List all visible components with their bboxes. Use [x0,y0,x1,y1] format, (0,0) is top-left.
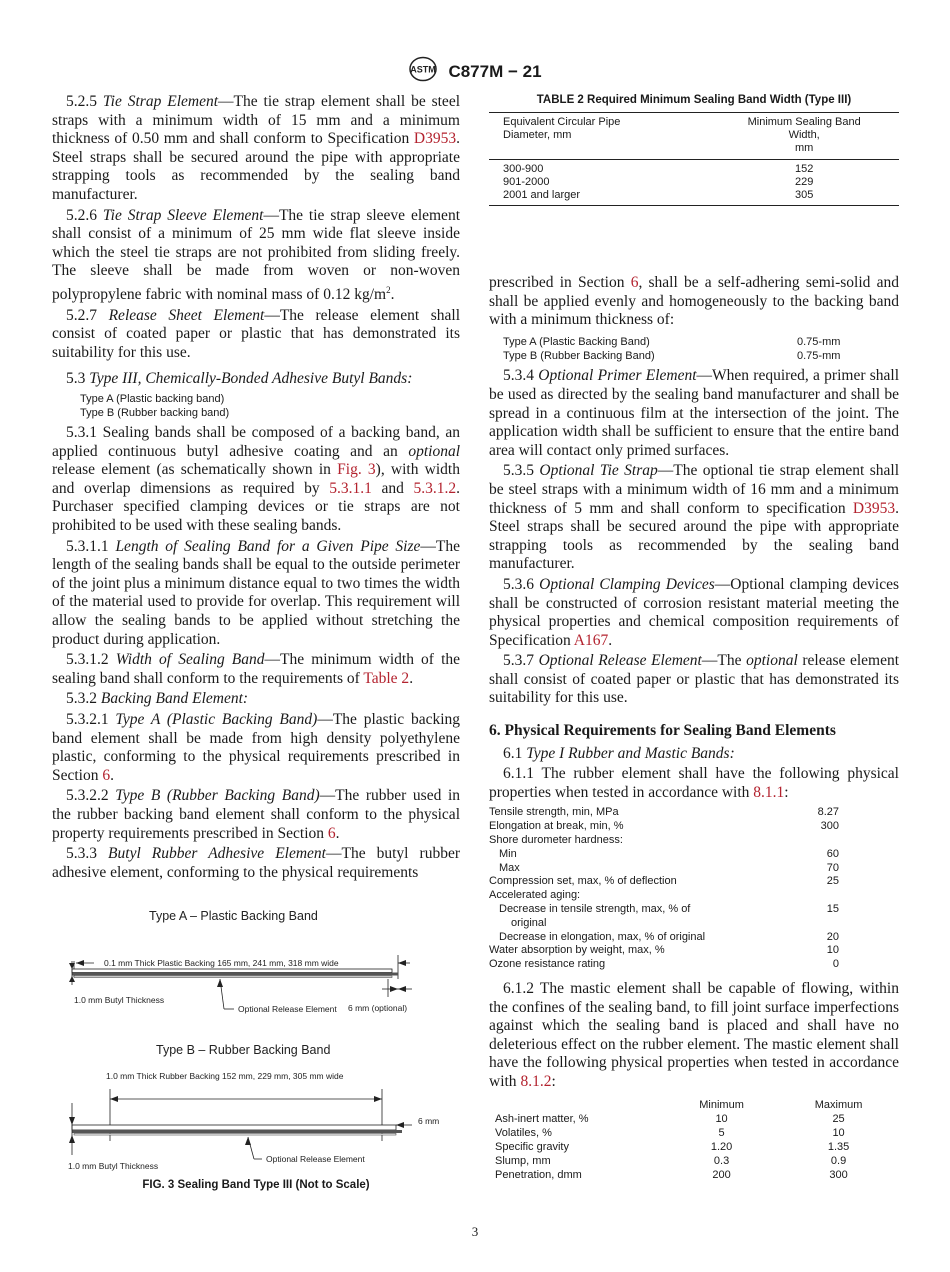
mastic-max: 25 [832,1112,845,1125]
table-row [489,1112,899,1126]
paragraph-5-3-4: 5.3.4 Optional Primer Element—When required, a primer shall be used as directed by the sealing band manufacturer and shall be spread in a continuous film at the intersection of the joint. The application width shall be sufficient to ensure that the entire band area will contact only primed surfaces. [489,367,900,459]
mastic-label: Specific gravity [495,1140,569,1153]
paragraph-6-1-1: 6.1.1 The rubber element shall have the following physical properties when tested in accordance with 8.1.1: [489,765,899,801]
property-label: Min [499,847,517,860]
section-6-heading: 6. Physical Requirements for Sealing Band Elements [489,722,836,740]
table-row [489,931,899,945]
mastic-properties-table [489,1098,899,1182]
type-a-release-label: Optional Release Element [238,1004,337,1014]
paragraph-5-2-6: 5.2.6 Tie Strap Sleeve Element—The tie strap sleeve element shall consist of a minimum of 25 mm wide flat sleeve inside which the steel tie straps are not prohibited from sliding freely. The sleeve shall be made from woven or non-woven polypropylene fabric with nominal mass of 0.12 $kg/m^2$. [52,206,460,304]
property-label: Elongation at break, min, % [489,820,624,833]
property-value: 300 [820,820,839,833]
mastic-max: 1.35 [827,1140,850,1153]
mastic-label: Penetration, dmm [495,1168,582,1181]
property-label: original [511,916,547,929]
page-number: 3 [471,1224,479,1239]
property-label: Tensile strength, min, MPa [489,806,619,819]
type-b-6mm-label: 6 mm [418,1116,440,1126]
mastic-min: 5 [718,1126,725,1139]
paragraph-5-2-7: 5.2.7 Release Sheet Element—The release element shall consist of coated paper or plastic that has demonstrated its suitability for this use. [52,306,461,361]
link-5-3-1-2[interactable]: 5.3.1.2 [413,479,457,497]
link-5-3-1-1[interactable]: 5.3.1.1 [329,479,372,497]
figure-3 [52,905,460,1180]
property-value: 60 [826,847,839,860]
table-row [489,958,899,972]
table-2-grid [489,112,899,206]
property-label: Max [499,861,520,874]
link-fig-3[interactable]: Fig. 3 [337,461,376,479]
rubber-properties-table [489,806,899,972]
table-row [489,862,899,876]
type-a-title: Type A – Plastic Backing Band [149,909,318,923]
page-header [0,56,950,87]
right-column [489,274,899,1182]
type-list: Type A (Plastic backing band) Type B (Rubber backing band) [80,393,230,419]
table-row [489,903,899,917]
paragraph-5-2-5: 5.2.5 Tie Strap Element—The tie strap element shall be steel straps with a minimum width of 15 mm and a minimum thickness of 0.50 mm and shall conform to Specification D3953. Steel straps shall be secured around the pipe with appropriate strapping tools as recommended by the sealing band manufacturer. [52,93,461,203]
svg-text:ASTM: ASTM [410,64,437,75]
table-2-header-diameter: Equivalent Circular Pipe Diameter, mm [489,113,709,160]
paragraph-6-1-2: 6.1.2 The mastic element shall be capable of flowing, within the confines of the sealing band, to fill joint surface imperfections against which the sealing band is placed and shall have no deleterious effect on the rubber element. The mastic element shall have the following physical properties when tested in accordance with 8.1.2: [489,980,899,1090]
table-row [489,834,899,848]
table-row [489,820,899,834]
table-row [489,806,899,820]
property-value [769,889,899,903]
property-value: 10 [826,944,839,957]
property-label: Decrease in elongation, max, % of original [499,930,706,943]
mastic-min: 1.20 [710,1140,733,1153]
type-a-overlap-label: 6 mm (optional) [348,1003,408,1013]
mastic-max: 10 [832,1126,845,1139]
table-2-caption: TABLE 2 Required Minimum Sealing Band Width (Type III) [536,94,852,106]
figure-3-diagram [52,905,460,1175]
type-b-title: Type B – Rubber Backing Band [156,1043,331,1057]
paragraph-5-3-3-continued: prescribed in Section 6, shall be a self-adhering semi-solid and shall be applied evenly and homogeneously to the backing band with a minimum thickness of: [489,274,899,329]
mastic-label: Ash-inert matter, % [495,1112,589,1125]
type-b-backing-label: 1.0 mm Thick Rubber Backing 152 mm, 229 mm, 305 mm wide [106,1071,344,1081]
mastic-header-min: Minimum [699,1098,744,1111]
property-label: Accelerated aging: [489,889,581,902]
paragraph-5-3-2-1: 5.3.2.1 Type A (Plastic Backing Band)—The plastic backing band element shall be made from high density polyethylene plastic, conforming to the physical requirements prescribed in Section 6. [52,710,461,784]
table-2 [489,94,899,206]
link-section-6[interactable]: 6 [327,824,336,842]
table-row [489,1168,899,1182]
paragraph-5-3-2-2: 5.3.2.2 Type B (Rubber Backing Band)—The rubber used in the rubber backing band element shall conform to the physical property requirements prescribed in Section 6. [52,787,460,842]
figure-3-caption: FIG. 3 Sealing Band Type III (Not to Scale) [142,1179,370,1191]
type-a-backing-label: 0.1 mm Thick Plastic Backing 165 mm, 241 mm, 318 mm wide [104,958,339,968]
paragraph-5-3: 5.3 Type III, Chemically-Bonded Adhesive Butyl Bands: [66,370,413,388]
mastic-min: 0.3 [713,1154,730,1167]
paragraph-6-1: 6.1 Type I Rubber and Mastic Bands: [503,744,735,762]
link-8-1-2[interactable]: 8.1.2 [520,1072,552,1090]
mastic-min: 200 [712,1168,731,1181]
left-column [52,93,460,884]
table-row [489,944,899,958]
thickness-list: Type A (Plastic Backing Band) 0.75-mm Type B (Rubber Backing Band) 0.75-mm [503,335,841,362]
paragraph-5-3-5: 5.3.5 Optional Tie Strap—The optional tie strap element shall be steel straps with a minimum width of 16 mm and a minimum thickness of 5 mm and shall conform to specification D3953. Steel straps shall be secured around the pipe with appropriate strapping tools as recommended by the sealing band manufacturer. [489,462,899,573]
type-b-release-label: Optional Release Element [266,1154,365,1164]
table-row [489,917,899,931]
table-row [489,1126,899,1140]
type-a-butyl-label: 1.0 mm Butyl Thickness [74,995,165,1005]
link-d3953[interactable]: D3953 [413,130,457,148]
type-b-butyl-label: 1.0 mm Butyl Thickness [68,1161,159,1171]
table-row [489,875,899,889]
paragraph-5-3-6: 5.3.6 Optional Clamping Devices—Optional clamping devices shall be constructed of corrosion resistant material meeting the physical properties and chemical composition requirements of Specification A167. [489,575,899,649]
paragraph-5-3-1-2: 5.3.1.2 Width of Sealing Band—The minimum width of the sealing band shall conform to the requirements of Table 2. [52,651,461,687]
table-row: 2001 and larger 305 [489,189,899,206]
document-designation: C877M − 21 [448,61,542,81]
mastic-header-max: Maximum [814,1098,863,1111]
paragraph-5-3-1-1: 5.3.1.1 Length of Sealing Band for a Given Pipe Size—The length of the sealing bands shall be equal to the outside perimeter of the joint plus a minimum distance equal to two times the width of the material used to provide for overlap. This requirement will allow the sealing bands to be applied without stretching the product during application. [52,537,461,648]
link-d3953[interactable]: D3953 [852,499,896,517]
property-value: 70 [826,861,839,874]
table-row: 901-2000 229 [503,176,814,188]
mastic-label: Volatiles, % [495,1126,552,1139]
table-2-header-width: Minimum Sealing Band Width, mm [709,113,899,160]
link-8-1-1[interactable]: 8.1.1 [753,783,785,801]
table-row: 300-900 152 [503,163,814,175]
property-value: 15 [826,903,839,916]
mastic-label: Slump, mm [495,1154,551,1167]
property-label: Water absorption by weight, max, % [489,944,665,957]
property-label: Compression set, max, % of deflection [489,875,677,888]
link-table-2[interactable]: Table 2 [363,669,410,687]
table-row [489,889,899,903]
property-label: Shore durometer hardness: [489,834,623,847]
property-label: Ozone resistance rating [489,958,606,971]
property-value: 8.27 [817,806,839,819]
link-a167[interactable]: A167 [573,631,609,649]
paragraph-5-3-7: 5.3.7 Optional Release Element—The optional release element shall consist of coated paper or plastic that has demonstrated its suitability for this use. [489,652,900,707]
mastic-max: 0.9 [830,1154,847,1167]
paragraph-5-3-1: 5.3.1 Sealing bands shall be composed of a backing band, an applied continuous butyl adhesive coating and an optional release element (as schematically shown in Fig. 3), with width and overlap dimensions as required by 5.3.1.1 and 5.3.1.2. Purchaser specified clamping devices or tie straps are not prohibited to be used with these sealing bands. [52,424,460,535]
mastic-max: 300 [829,1168,848,1181]
table-row [489,1140,899,1154]
property-value [769,917,899,931]
property-value [769,834,899,848]
paragraph-5-3-3: 5.3.3 Butyl Rubber Adhesive Element—The butyl rubber adhesive element, conforming to the physical requirements [52,845,460,881]
link-section-6[interactable]: 6 [102,766,111,784]
property-value: 25 [826,875,839,888]
mastic-min: 10 [715,1112,728,1125]
astm-logo-icon [408,56,438,87]
table-row [489,1154,899,1168]
property-value: 0 [832,958,839,971]
link-section-6[interactable]: 6 [630,274,639,291]
paragraph-5-3-2: 5.3.2 Backing Band Element: [66,690,249,708]
property-value: 20 [826,930,839,943]
property-label: Decrease in tensile strength, max, % of [499,903,691,916]
table-row [489,848,899,862]
